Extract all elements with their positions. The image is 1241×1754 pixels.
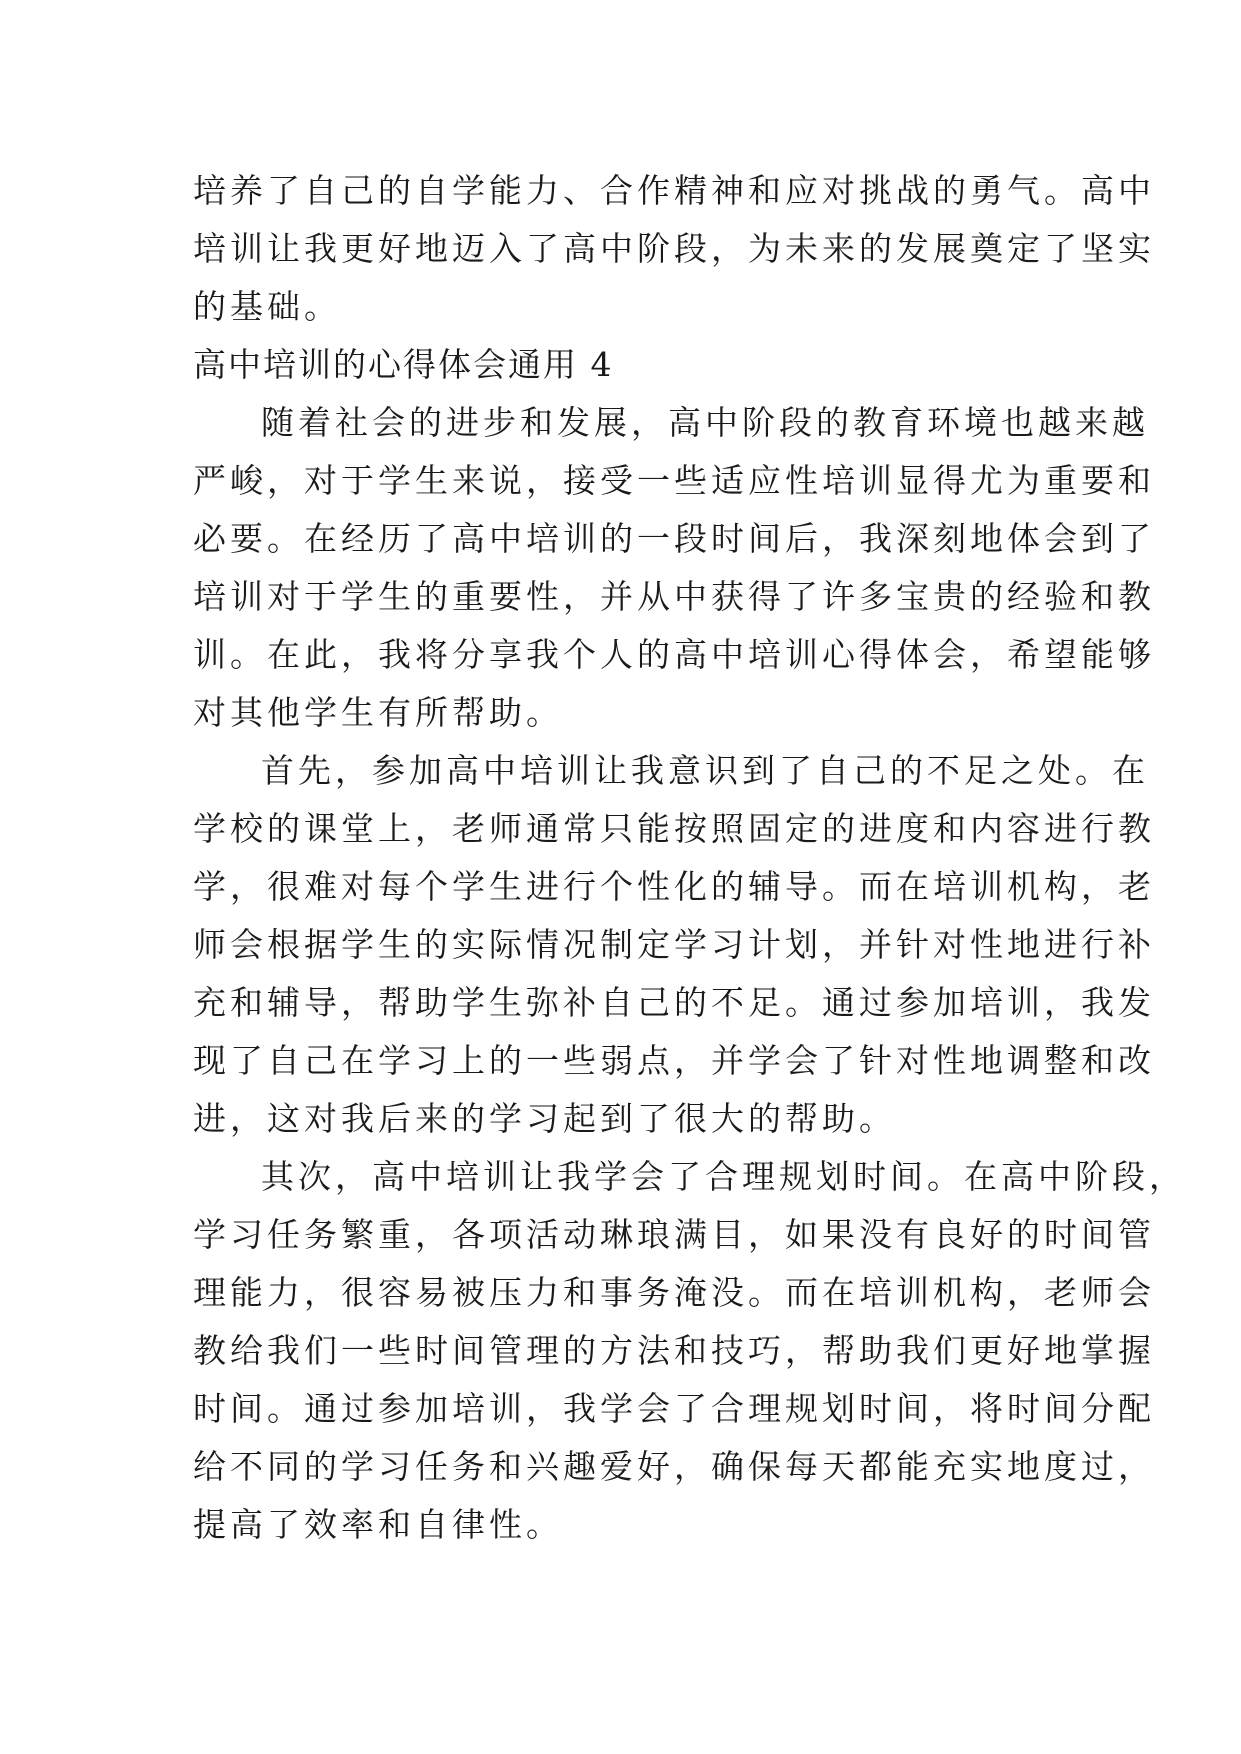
text-line: 现了自己在学习上的一些弱点，并学会了针对性地调整和改 (193, 1041, 1155, 1080)
text-line: 必要。在经历了高中培训的一段时间后，我深刻地体会到了 (193, 519, 1155, 558)
text-line: 严峻，对于学生来说，接受一些适应性培训显得尤为重要和 (193, 461, 1155, 500)
text-line: 培训让我更好地迈入了高中阶段，为未来的发展奠定了坚实 (193, 229, 1155, 268)
continued-paragraph (193, 162, 1155, 336)
text-line: 学习任务繁重，各项活动琳琅满目，如果没有良好的时间管 (193, 1215, 1155, 1254)
paragraph-intro (193, 394, 1155, 742)
section-title: 高中培训的心得体会通用 4 (193, 345, 614, 384)
text-line: 教给我们一些时间管理的方法和技巧，帮助我们更好地掌握 (193, 1331, 1155, 1370)
document-body (193, 162, 1186, 1554)
text-line: 的基础。 (193, 287, 341, 326)
text-line: 训。在此，我将分享我个人的高中培训心得体会，希望能够 (193, 635, 1155, 674)
text-line: 充和辅导，帮助学生弥补自己的不足。通过参加培训，我发 (193, 983, 1155, 1022)
text-line: 培训对于学生的重要性，并从中获得了许多宝贵的经验和教 (193, 577, 1155, 616)
text-line: 学校的课堂上，老师通常只能按照固定的进度和内容进行教 (193, 809, 1155, 848)
text-line: 提高了效率和自律性。 (193, 1505, 563, 1544)
text-line: 给不同的学习任务和兴趣爱好，确保每天都能充实地度过， (193, 1447, 1155, 1486)
text-line: 其次，高中培训让我学会了合理规划时间。在高中阶段， (261, 1157, 1186, 1196)
text-line: 师会根据学生的实际情况制定学习计划，并针对性地进行补 (193, 925, 1155, 964)
text-line: 随着社会的进步和发展，高中阶段的教育环境也越来越 (261, 403, 1149, 442)
text-line: 培养了自己的自学能力、合作精神和应对挑战的勇气。高中 (193, 171, 1155, 210)
text-line: 理能力，很容易被压力和事务淹没。而在培训机构，老师会 (193, 1273, 1155, 1312)
paragraph-first-point (193, 742, 1155, 1148)
paragraph-second-point (193, 1148, 1186, 1554)
text-line: 首先，参加高中培训让我意识到了自己的不足之处。在 (261, 751, 1149, 790)
text-line: 进，这对我后来的学习起到了很大的帮助。 (193, 1099, 896, 1138)
text-line: 时间。通过参加培训，我学会了合理规划时间，将时间分配 (193, 1389, 1155, 1428)
text-line: 对其他学生有所帮助。 (193, 693, 563, 732)
text-line: 学，很难对每个学生进行个性化的辅导。而在培训机构，老 (193, 867, 1155, 906)
